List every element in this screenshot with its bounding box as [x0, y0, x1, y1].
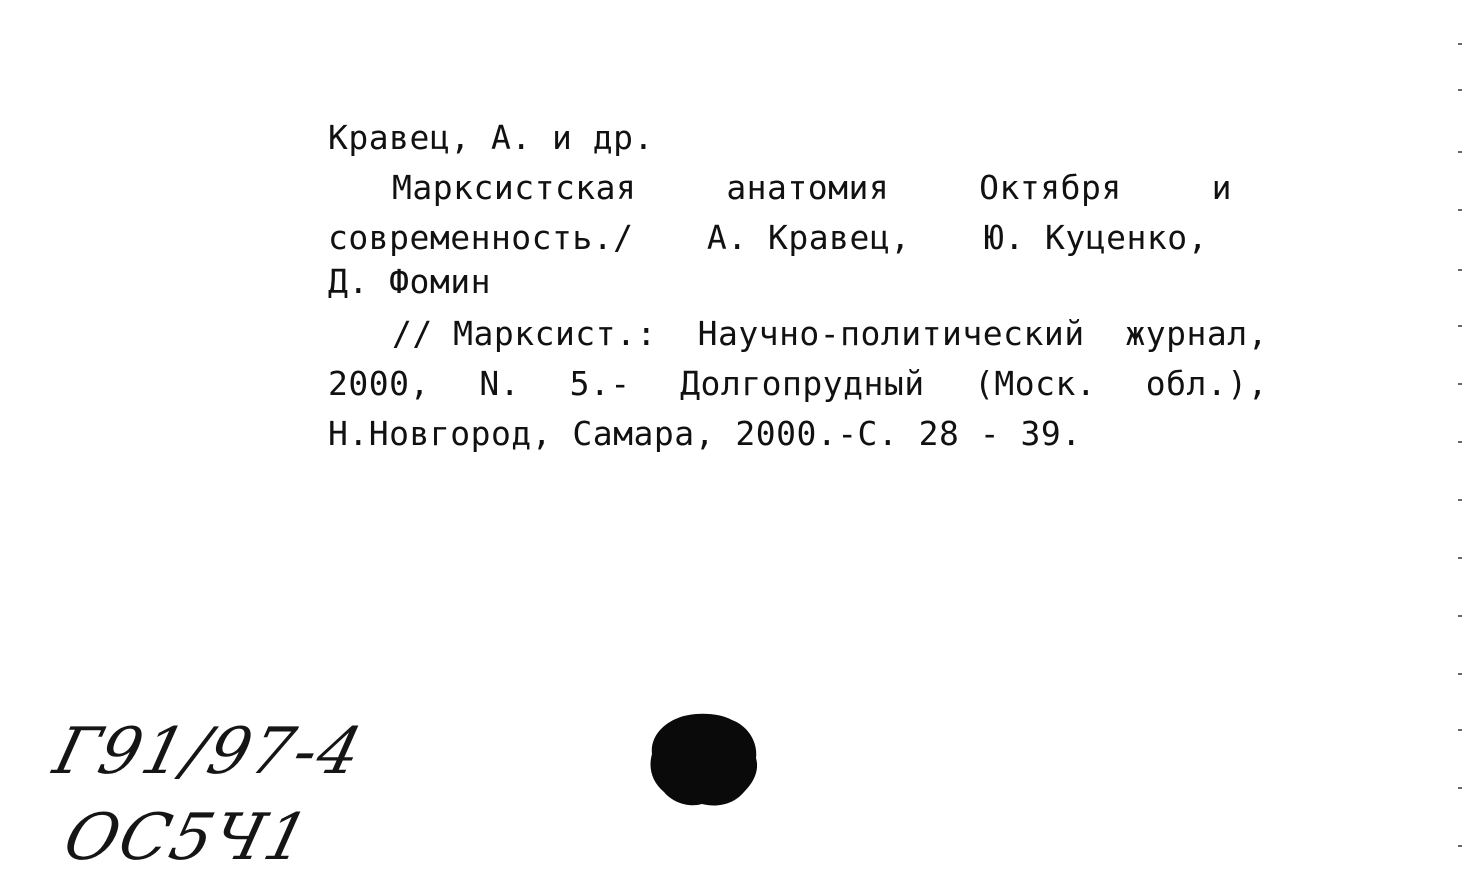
title-continuation-line: [328, 218, 1208, 258]
source-word: журнал,: [1125, 314, 1268, 353]
source-word: Научно-политический: [697, 314, 1085, 353]
title-word: Марксистская: [392, 168, 637, 207]
ink-blot: [648, 712, 758, 808]
coauthor-line: Д. Фомин: [328, 262, 491, 301]
issue-word: (Моск.: [974, 364, 1097, 403]
title-line: [392, 168, 1232, 208]
source-word: // Марксист.:: [392, 314, 657, 353]
title-cont-word: Ю. Куценко,: [983, 218, 1208, 257]
title-cont-word: современность./: [328, 218, 634, 257]
issue-word: 2000,: [328, 364, 430, 403]
issue-word: 5.-: [569, 364, 631, 403]
place-line: Н.Новгород, Самара, 2000.-С. 28 - 39.: [328, 414, 1082, 453]
title-word: анатомия: [726, 168, 890, 207]
title-word: Октября: [979, 168, 1122, 207]
handwritten-shelf-mark: Г91/97-4: [46, 715, 371, 789]
issue-word: Долгопрудный: [680, 364, 925, 403]
scan-edge-marks: [1456, 30, 1464, 880]
issue-word: обл.),: [1145, 364, 1268, 403]
issue-line: [328, 364, 1268, 404]
handwritten-code: ОС5Ч1: [56, 801, 318, 875]
author-line: Кравец, А. и др.: [328, 118, 654, 157]
title-cont-word: А. Кравец,: [706, 218, 911, 257]
title-word: и: [1211, 168, 1232, 207]
ink-blot-shape: [651, 714, 758, 806]
issue-word: N.: [479, 364, 521, 403]
source-line: [392, 314, 1268, 354]
